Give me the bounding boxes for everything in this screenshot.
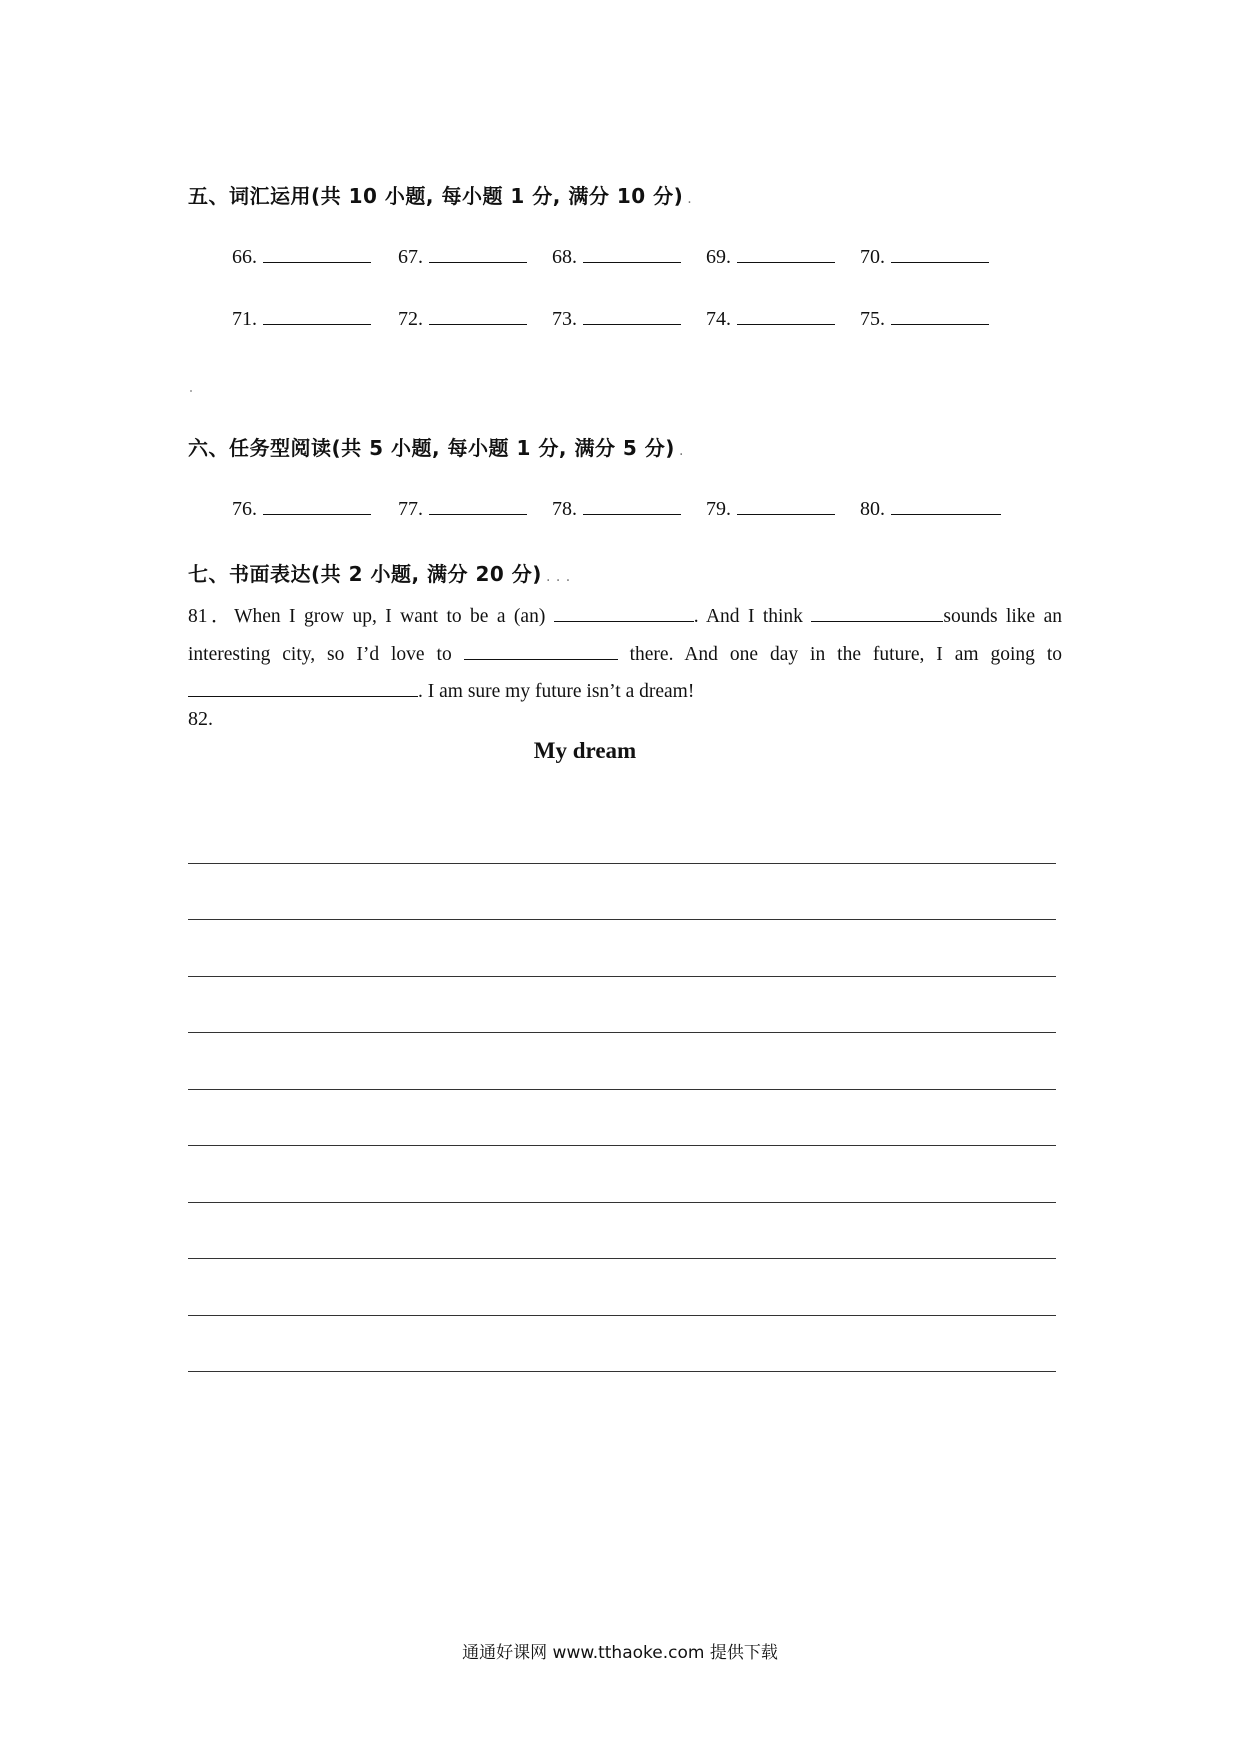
writing-line[interactable]: [188, 1089, 1056, 1090]
answer-blank-72[interactable]: [398, 306, 527, 331]
answer-line[interactable]: [737, 306, 835, 325]
answer-blank-68[interactable]: [552, 244, 681, 269]
section-writing-title: 七、书面表达(共 2 小题, 满分 20 分) . . .: [188, 562, 571, 586]
answer-number: 80.: [860, 498, 885, 520]
answer-line[interactable]: [429, 496, 527, 515]
writing-line[interactable]: [188, 976, 1056, 977]
q81-blank-3[interactable]: [464, 641, 618, 660]
section-vocab-title: 五、词汇运用(共 10 小题, 每小题 1 分, 满分 10 分) .: [188, 184, 693, 208]
answer-line[interactable]: [891, 496, 1001, 515]
writing-line[interactable]: [188, 1145, 1056, 1146]
writing-line[interactable]: [188, 1202, 1056, 1203]
writing-line[interactable]: [188, 1315, 1056, 1316]
section-reading-title-text: 六、任务型阅读(共 5 小题, 每小题 1 分, 满分 5 分): [188, 436, 675, 460]
answer-line[interactable]: [429, 306, 527, 325]
answer-blank-79[interactable]: [706, 496, 835, 521]
writing-line[interactable]: [188, 919, 1056, 920]
answer-line[interactable]: [263, 496, 371, 515]
section-writing-title-text: 七、书面表达(共 2 小题, 满分 20 分): [188, 562, 542, 586]
section-vocab-title-text: 五、词汇运用(共 10 小题, 每小题 1 分, 满分 10 分): [188, 184, 684, 208]
answer-line[interactable]: [583, 306, 681, 325]
answer-blank-80[interactable]: [860, 496, 1001, 521]
scan-speck: [190, 390, 192, 392]
answer-number: 69.: [706, 246, 731, 268]
writing-line[interactable]: [188, 1371, 1056, 1372]
answer-blank-76[interactable]: [232, 496, 371, 521]
q81-text-1: 81．When I grow up, I want to be a (an): [188, 606, 546, 627]
answer-number: 76.: [232, 498, 257, 520]
q81-text-5: . I am sure my future isn’t a dream!: [418, 681, 695, 702]
answer-line[interactable]: [263, 306, 371, 325]
writing-line[interactable]: [188, 863, 1056, 864]
answer-blank-73[interactable]: [552, 306, 681, 331]
essay-title: My dream: [533, 738, 637, 763]
answer-blank-74[interactable]: [706, 306, 835, 331]
answer-number: 71.: [232, 308, 257, 330]
answer-blank-71[interactable]: [232, 306, 371, 331]
answer-number: 79.: [706, 498, 731, 520]
question-81: [188, 598, 1062, 711]
answer-line[interactable]: [429, 244, 527, 263]
writing-line[interactable]: [188, 1258, 1056, 1259]
answer-blank-70[interactable]: [860, 244, 989, 269]
q81-blank-1[interactable]: [554, 603, 694, 622]
question-82-number: 82.: [188, 708, 213, 730]
vocab-row-2: [0, 306, 1240, 336]
reading-row-1: [0, 496, 1240, 526]
q81-text-3: sounds like an interesting city, so I’d love to: [188, 606, 1063, 665]
q81-blank-4[interactable]: [188, 678, 418, 697]
answer-blank-69[interactable]: [706, 244, 835, 269]
footer-text: 通通好课网 www.tthaoke.com 提供下载: [462, 1643, 778, 1663]
answer-number: 75.: [860, 308, 885, 330]
q81-blank-2[interactable]: [811, 603, 943, 622]
answer-line[interactable]: [891, 306, 989, 325]
answer-number: 70.: [860, 246, 885, 268]
q81-text-4: there. And one day in the future, I am going to: [629, 643, 1063, 665]
q81-text-2: . And I think: [693, 606, 803, 627]
answer-number: 77.: [398, 498, 423, 520]
answer-blank-75[interactable]: [860, 306, 989, 331]
answer-blank-66[interactable]: [232, 244, 371, 269]
answer-line[interactable]: [583, 496, 681, 515]
answer-blank-67[interactable]: [398, 244, 527, 269]
answer-number: 72.: [398, 308, 423, 330]
answer-line[interactable]: [737, 496, 835, 515]
writing-line[interactable]: [188, 1032, 1056, 1033]
answer-number: 73.: [552, 308, 577, 330]
answer-line[interactable]: [737, 244, 835, 263]
answer-blank-77[interactable]: [398, 496, 527, 521]
answer-number: 78.: [552, 498, 577, 520]
answer-number: 68.: [552, 246, 577, 268]
answer-number: 74.: [706, 308, 731, 330]
answer-line[interactable]: [263, 244, 371, 263]
answer-line[interactable]: [891, 244, 989, 263]
answer-number: 67.: [398, 246, 423, 268]
section-reading-title: 六、任务型阅读(共 5 小题, 每小题 1 分, 满分 5 分) .: [188, 436, 684, 460]
vocab-row-1: [0, 244, 1240, 274]
answer-number: 66.: [232, 246, 257, 268]
answer-blank-78[interactable]: [552, 496, 681, 521]
answer-line[interactable]: [583, 244, 681, 263]
